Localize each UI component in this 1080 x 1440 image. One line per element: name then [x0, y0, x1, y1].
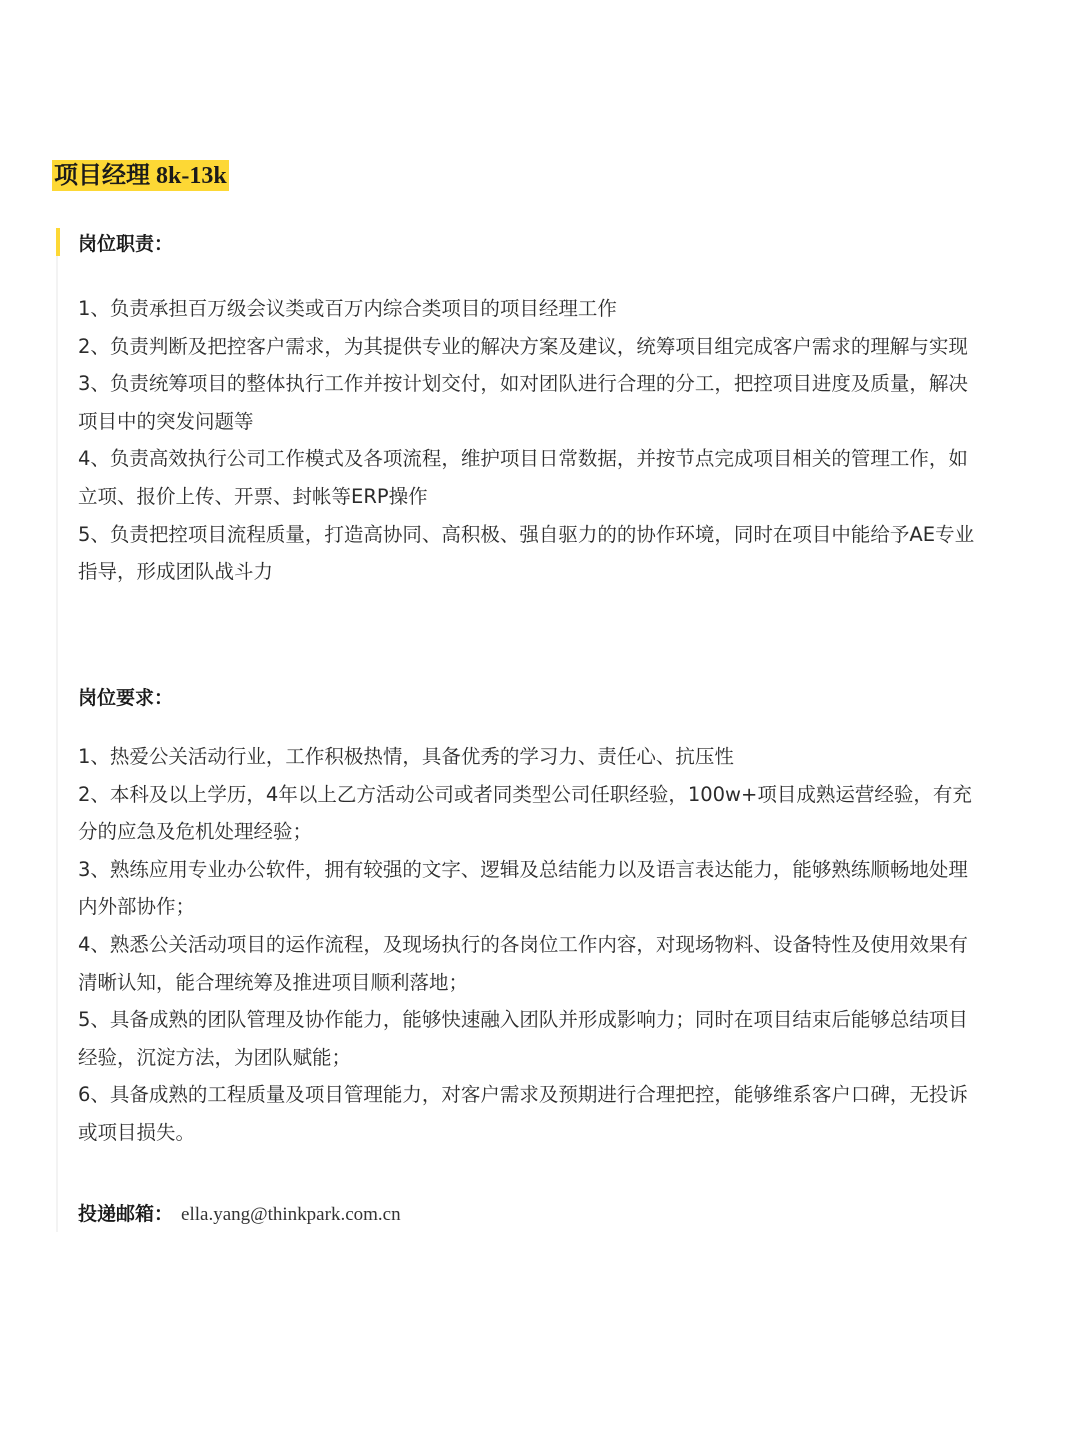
- job-title-highlight: [52, 160, 229, 191]
- contact-label: 投递邮箱：: [78, 1203, 174, 1225]
- list-item: 6、具备成熟的工程质量及项目管理能力，对客户需求及预期进行合理把控，能够维系客户口碑，无投诉或项目损失。: [78, 1083, 968, 1144]
- list-item: 1、负责承担百万级会议类或百万内综合类项目的项目经理工作: [78, 297, 617, 320]
- accent-bar: [56, 228, 60, 256]
- side-rule: [56, 256, 58, 1232]
- list-item: 3、负责统筹项目的整体执行工作并按计划交付，如对团队进行合理的分工，把控项目进度及质量，解决项目中的突发问题等: [78, 372, 968, 433]
- contact-line: [78, 1200, 401, 1229]
- list-item: 4、熟悉公关活动项目的运作流程，及现场执行的各岗位工作内容，对现场物料、设备特性及使用效果有清晰认知，能合理统筹及推进项目顺利落地；: [78, 932, 968, 994]
- job-description: [56, 228, 986, 1232]
- responsibilities-list: [78, 290, 978, 591]
- job-title: 项目经理: [54, 160, 150, 189]
- requirements-heading: 岗位要求：: [78, 687, 174, 709]
- list-item: 5、负责把控项目流程质量，打造高协同、高积极、强自驱力的的协作环境，同时在项目中能给予AE专业指导，形成团队战斗力: [78, 522, 975, 584]
- list-item: 3、熟练应用专业办公软件，拥有较强的文字、逻辑及总结能力以及语言表达能力，能够熟练顺畅地处理内外部协作；: [78, 857, 968, 919]
- salary-range: 8k-13k: [156, 162, 227, 189]
- list-item: 5、具备成熟的团队管理及协作能力，能够快速融入团队并形成影响力；同时在项目结束后能够总结项目经验，沉淀方法，为团队赋能；: [78, 1008, 968, 1069]
- responsibilities-heading: 岗位职责：: [78, 233, 174, 255]
- job-title-block: [52, 160, 229, 190]
- list-item: 1、热爱公关活动行业，工作积极热情，具备优秀的学习力、责任心、抗压性: [78, 745, 734, 768]
- contact-email[interactable]: ella.yang@thinkpark.com.cn: [181, 1204, 401, 1225]
- list-item: 2、负责判断及把控客户需求，为其提供专业的解决方案及建议，统筹项目组完成客户需求的理解与实现: [78, 334, 968, 358]
- list-item: 2、本科及以上学历，4年以上乙方活动公司或者同类型公司任职经验，100w+项目成熟运营经验，有充分的应急及危机处理经验；: [78, 782, 972, 844]
- list-item: 4、负责高效执行公司工作模式及各项流程，维护项目日常数据，并按节点完成项目相关的管理工作，如立项、报价上传、开票、封帐等ERP操作: [78, 447, 968, 508]
- requirements-list: [78, 738, 978, 1152]
